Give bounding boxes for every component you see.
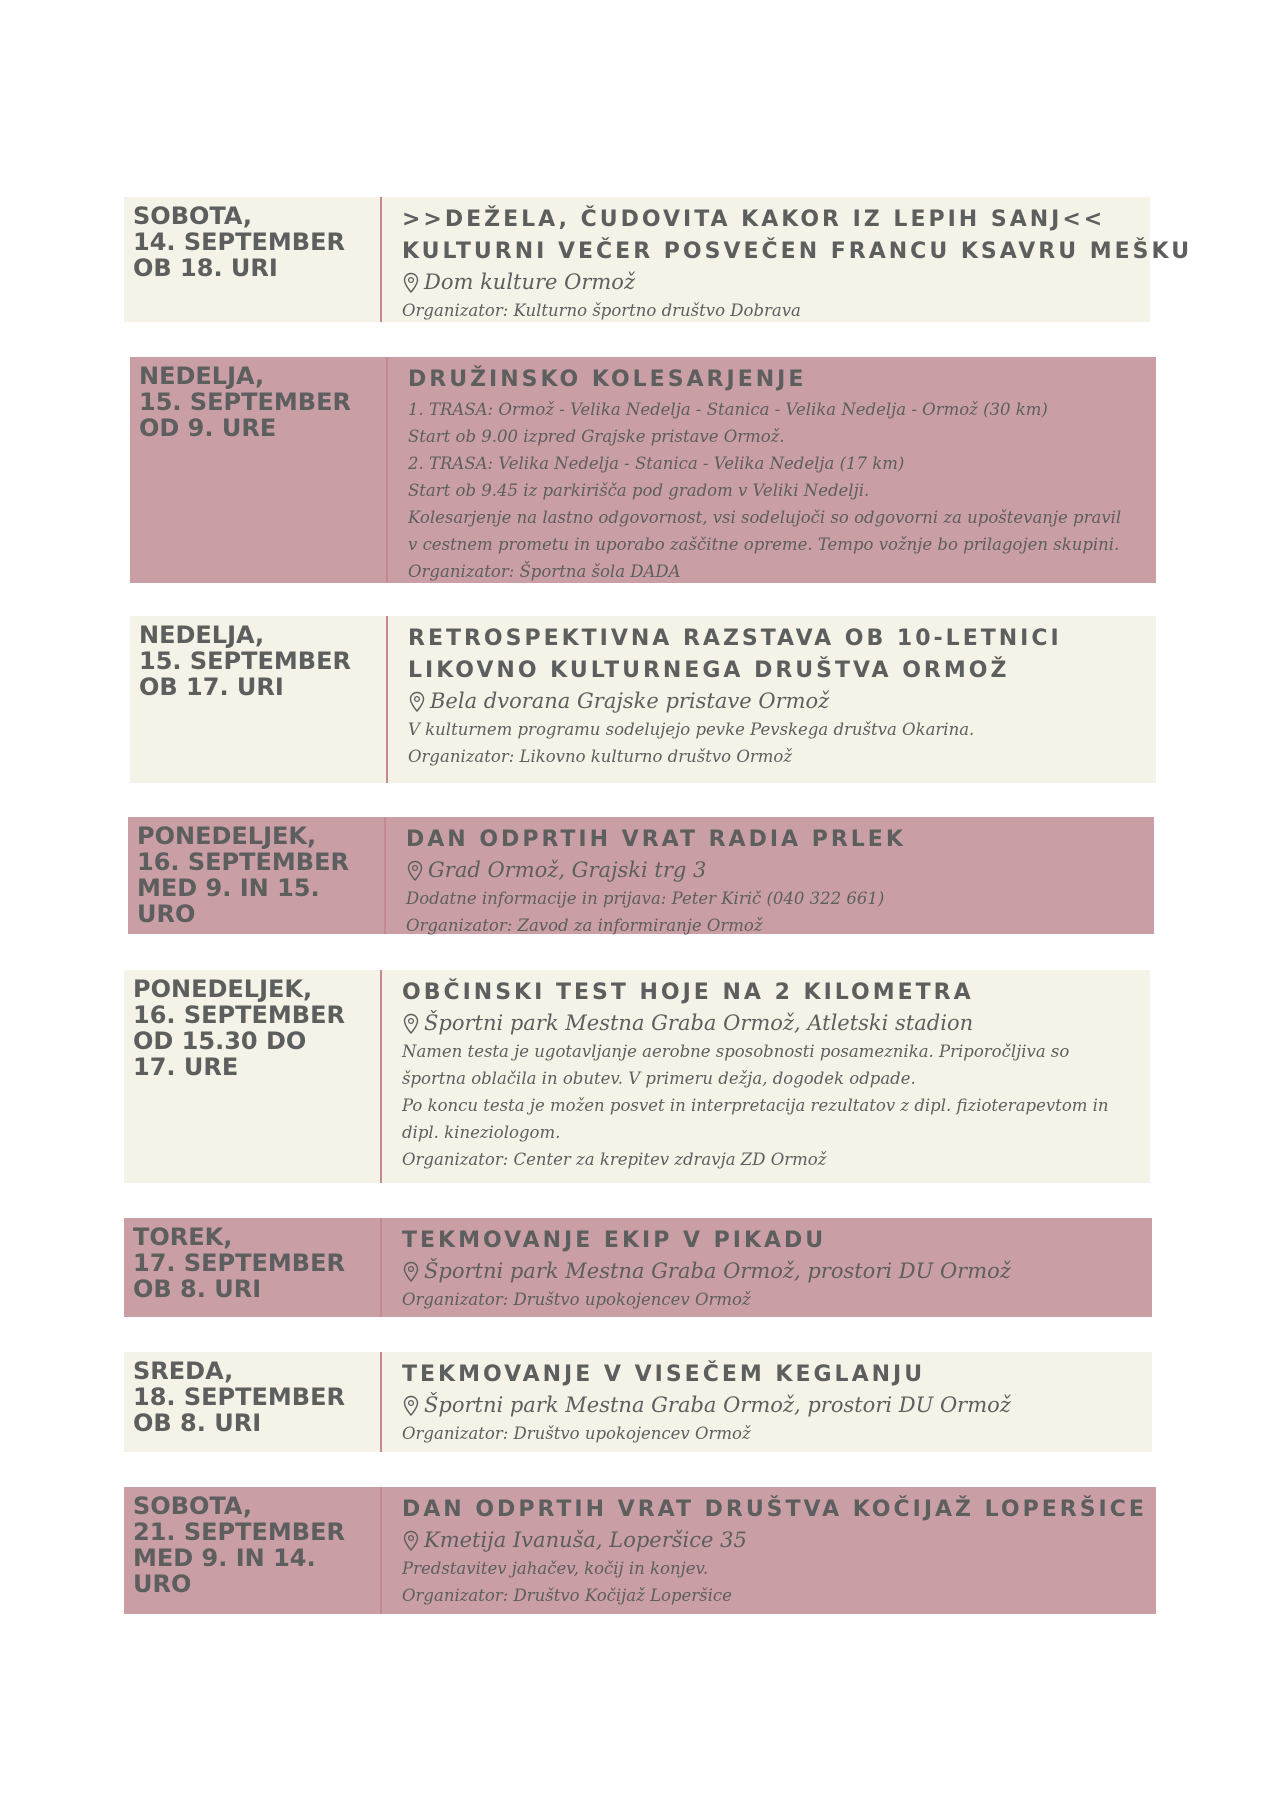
event-row [128, 817, 1154, 934]
event-location: Bela dvorana Grajske pristave Ormož [408, 687, 1146, 716]
event-location: Športni park Mestna Graba Ormož, Atletski stadion [402, 1009, 1140, 1038]
event-row [124, 1352, 1152, 1452]
event-row [130, 357, 1156, 583]
map-pin-icon [402, 1013, 420, 1035]
event-title: DRUŽINSKO KOLESARJENJE [408, 367, 807, 392]
event-title: TEKMOVANJE V VISEČEM KEGLANJU [402, 1362, 926, 1387]
event-date: SOBOTA, 21. SEPTEMBER MED 9. IN 14. URO [124, 1487, 382, 1614]
event-title: OBČINSKI TEST HOJE NA 2 KILOMETRA [402, 980, 974, 1005]
event-title: RETROSPEKTIVNA RAZSTAVA OB 10-LETNICI LIKOVNO KULTURNEGA DRUŠTVA ORMOŽ [408, 626, 1062, 683]
map-pin-icon [406, 860, 424, 882]
event-detail: športna oblačila in obutev. V primeru dežja, dogodek odpade. [402, 1069, 916, 1088]
event-date: PONEDELJEK, 16. SEPTEMBER MED 9. IN 15. URO [128, 817, 386, 934]
event-title: TEKMOVANJE EKIP V PIKADU [402, 1228, 827, 1253]
map-pin-icon [402, 1530, 420, 1552]
event-detail: Namen testa je ugotavljanje aerobne sposobnosti posameznika. Priporočljiva so [402, 1042, 1070, 1061]
event-organizer: Organizator: Društvo Kočijaž Loperšice [402, 1586, 732, 1605]
event-row [124, 1218, 1152, 1317]
event-row [124, 197, 1193, 322]
event-organizer: Organizator: Društvo upokojencev Ormož [402, 1290, 751, 1309]
event-detail: v cestnem prometu in uporabo zaščitne opreme. Tempo vožnje bo prilagojen skupini. [408, 535, 1120, 554]
event-location: Športni park Mestna Graba Ormož, prostori DU Ormož [402, 1257, 1142, 1286]
event-detail: dipl. kineziologom. [402, 1123, 561, 1142]
event-date: PONEDELJEK, 16. SEPTEMBER OD 15.30 DO 17. URE [124, 970, 382, 1183]
event-content [382, 1487, 1157, 1614]
event-organizer: Organizator: Društvo upokojencev Ormož [402, 1424, 751, 1443]
event-detail: Predstavitev jahačev, kočij in konjev. [402, 1559, 709, 1578]
event-detail: Start ob 9.00 izpred Grajske pristave Ormož. [408, 427, 785, 446]
event-content [388, 357, 1156, 583]
event-row [124, 970, 1150, 1183]
map-pin-icon [408, 691, 426, 713]
event-content [382, 197, 1202, 322]
event-detail: Dodatne informacije in prijava: Peter Kirič (040 322 661) [406, 889, 885, 908]
event-detail: 2. TRASA: Velika Nedelja - Stanica - Velika Nedelja (17 km) [408, 454, 905, 473]
event-content [382, 970, 1150, 1183]
event-title: >>DEŽELA, ČUDOVITA KAKOR IZ LEPIH SANJ<< KULTURNI VEČER POSVEČEN FRANCU KSAVRU MEŠKU [402, 207, 1193, 264]
map-pin-icon [402, 272, 420, 294]
event-date: SREDA, 18. SEPTEMBER OB 8. URI [124, 1352, 382, 1452]
event-content [388, 616, 1156, 783]
event-row [124, 1487, 1156, 1614]
map-pin-icon [402, 1261, 420, 1283]
event-location: Grad Ormož, Grajski trg 3 [406, 856, 1144, 885]
event-date: NEDELJA, 15. SEPTEMBER OD 9. URE [130, 357, 388, 583]
event-organizer: Organizator: Likovno kulturno društvo Ormož [408, 747, 793, 766]
event-content [386, 817, 1154, 934]
event-location: Dom kulture Ormož [402, 268, 1192, 297]
event-title: DAN ODPRTIH VRAT DRUŠTVA KOČIJAŽ LOPERŠICE [402, 1497, 1147, 1522]
event-content [382, 1352, 1152, 1452]
event-location: Športni park Mestna Graba Ormož, prostori DU Ormož [402, 1391, 1142, 1420]
event-content [382, 1218, 1152, 1317]
event-location: Kmetija Ivanuša, Loperšice 35 [402, 1526, 1147, 1555]
map-pin-icon [402, 1395, 420, 1417]
event-row [130, 616, 1156, 783]
event-detail: Kolesarjenje na lastno odgovornost, vsi sodelujoči so odgovorni za upoštevanje pravil [408, 508, 1122, 527]
event-detail: 1. TRASA: Ormož - Velika Nedelja - Stanica - Velika Nedelja - Ormož (30 km) [408, 400, 1048, 419]
event-organizer: Organizator: Zavod za informiranje Ormož [406, 916, 763, 935]
event-date: NEDELJA, 15. SEPTEMBER OB 17. URI [130, 616, 388, 783]
event-title: DAN ODPRTIH VRAT RADIA PRLEK [406, 827, 906, 852]
event-detail: Start ob 9.45 iz parkirišča pod gradom v Veliki Nedelji. [408, 481, 870, 500]
event-organizer: Organizator: Kulturno športno društvo Dobrava [402, 301, 801, 320]
event-date: SOBOTA, 14. SEPTEMBER OB 18. URI [124, 197, 382, 322]
event-detail: V kulturnem programu sodelujejo pevke Pevskega društva Okarina. [408, 720, 975, 739]
event-detail: Po koncu testa je možen posvet in interpretacija rezultatov z dipl. fizioterapevtom in [402, 1096, 1109, 1115]
event-date: TOREK, 17. SEPTEMBER OB 8. URI [124, 1218, 382, 1317]
event-organizer: Organizator: Športna šola DADA [408, 562, 681, 581]
event-organizer: Organizator: Center za krepitev zdravja ZD Ormož [402, 1150, 827, 1169]
